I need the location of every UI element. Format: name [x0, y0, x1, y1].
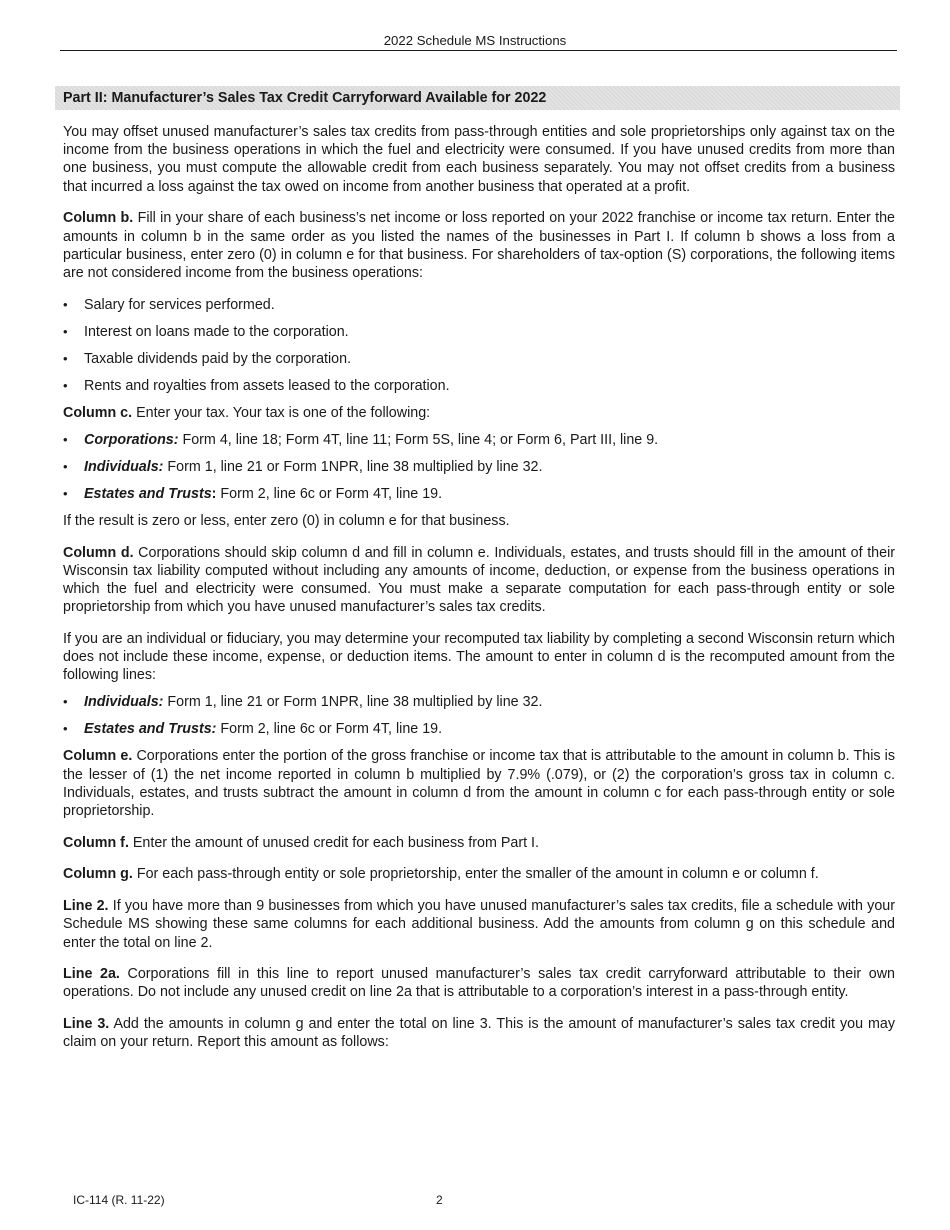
- column-d-paragraph-2: If you are an individual or fiduciary, you may determine your recomputed tax liability by completing a second Wisconsin return which does not include these income, expense, or deduction items. The amount to enter in column d is the recomputed amount from the following lines:: [63, 630, 895, 684]
- bullet-icon: •: [63, 721, 68, 737]
- bullet-icon: •: [63, 377, 68, 393]
- bullet-icon: •: [63, 350, 68, 366]
- column-f-label: Column f.: [63, 834, 129, 851]
- column-b-label: Column b.: [63, 210, 134, 227]
- column-d-paragraph: [63, 544, 895, 617]
- line-2a-text: Corporations fill in this line to report unused manufacturer’s sales tax credit carryforward attributable to their own operations. Do not include any unused credit on line 2a that is attributable to a corporation’s interest in a pass-through entity.: [63, 966, 895, 1001]
- line-2-paragraph: [63, 897, 895, 952]
- column-b-list: [63, 296, 895, 395]
- footer-form-id: IC-114 (R. 11-22): [73, 1193, 165, 1207]
- list-item: • Corporations: Form 4, line 18; Form 4T, line 11; Form 5S, line 4; or Form 6, Part III, line 9.: [63, 431, 659, 448]
- column-b-text: Fill in your share of each business’s net income or loss reported on your 2022 franchise or income tax return. Enter the amounts in column b in the same order as you listed the names of the businesses in Part I. If column b shows a loss from a particular business, enter zero (0) in column e for that business. For shareholders of tax-option (S) corporations, the following items are not considered income from the business operations:: [63, 210, 895, 281]
- bullet-icon: •: [63, 323, 68, 339]
- column-d-list: [63, 693, 895, 738]
- list-item: • Individuals: Form 1, line 21 or Form 1NPR, line 38 multiplied by line 32.: [63, 458, 543, 475]
- instructions-body: [63, 123, 895, 1065]
- list-item: • Estates and Trusts: Form 2, line 6c or Form 4T, line 19.: [63, 485, 443, 502]
- footer-page-number: 2: [436, 1193, 443, 1207]
- column-c-paragraph: [63, 404, 895, 422]
- line-2a-label: Line 2a.: [63, 966, 120, 983]
- intro-paragraph: You may offset unused manufacturer’s sales tax credits from pass-through entities and sole proprietorships only against tax on the income from the business operations in which the fuel and electricity were consumed. If you have unused credits from more than one business, you must compute the allowable credit from each business separately. You may not offset credits from a business that incurred a loss against the tax owed on income from another business that operated at a profit.: [63, 124, 895, 195]
- bullet-icon: •: [63, 431, 68, 447]
- column-c-note: If the result is zero or less, enter zero (0) in column e for that business.: [63, 512, 510, 529]
- line-3-label: Line 3.: [63, 1016, 110, 1033]
- list-item: • Interest on loans made to the corporation.: [63, 323, 349, 340]
- line-3-text: Add the amounts in column g and enter the total on line 3. This is the amount of manufacturer’s sales tax credit you may claim on your return. Report this amount as follows:: [63, 1016, 895, 1051]
- column-e-text: Corporations enter the portion of the gross franchise or income tax that is attributable to the amount in column b. This is the lesser of (1) the net income reported in column b multiplied by 7.9% (.079), or (2) the corporation’s gross tax in column c. Individuals, estates, and trusts subtract the amount in column d from the amount in column c for each pass-through entity or sole proprietorship.: [63, 748, 895, 820]
- header-divider: [60, 50, 897, 51]
- list-item: • Salary for services performed.: [63, 296, 275, 313]
- column-e-paragraph: [63, 747, 895, 820]
- column-g-text: For each pass-through entity or sole proprietorship, enter the smaller of the amount in column e or column f.: [132, 866, 819, 883]
- column-f-text: Enter the amount of unused credit for each business from Part I.: [128, 834, 539, 851]
- section-title: Part II: Manufacturer’s Sales Tax Credit Carryforward Available for 2022: [63, 90, 547, 106]
- line-2a-paragraph: [63, 965, 895, 1001]
- line-2-text: If you have more than 9 businesses from which you have unused manufacturer’s sales tax credits, file a schedule with your Schedule MS showing these same columns for each additional business. Add the amounts from column g on this schedule and enter the total on line 2.: [63, 898, 895, 951]
- column-d-label: Column d.: [63, 544, 134, 561]
- column-c-label: Column c.: [63, 404, 133, 421]
- bullet-icon: •: [63, 296, 68, 312]
- list-item: • Taxable dividends paid by the corporation.: [63, 350, 352, 367]
- column-c-list: [63, 431, 895, 503]
- column-g-paragraph: [63, 865, 895, 883]
- bullet-icon: •: [63, 694, 68, 710]
- list-item: • Individuals: Form 1, line 21 or Form 1NPR, line 38 multiplied by line 32.: [63, 694, 543, 711]
- column-d-text: Corporations should skip column d and fill in column e. Individuals, estates, and trusts should fill in the amount of their Wisconsin tax liability computed without including any amounts of income, deduction, or expense from the business operations in which the fuel and electricity were consumed. You must make a separate computation for each pass-through entity or sole proprietorship from which you have unused manufacturer’s sales tax credits.: [63, 544, 896, 616]
- column-f-paragraph: [63, 834, 895, 852]
- bullet-icon: •: [63, 458, 68, 474]
- list-item: • Rents and royalties from assets leased to the corporation.: [63, 377, 450, 394]
- column-g-label: Column g.: [63, 866, 133, 883]
- line-3-paragraph: [63, 1015, 895, 1051]
- list-item: • Estates and Trusts: Form 2, line 6c or Form 4T, line 19.: [63, 721, 443, 738]
- line-2-label: Line 2.: [63, 898, 109, 915]
- bullet-icon: •: [63, 485, 68, 501]
- page-header-title: 2022 Schedule MS Instructions: [383, 33, 567, 48]
- column-e-label: Column e.: [63, 748, 133, 765]
- column-c-text: Enter your tax. Your tax is one of the following:: [132, 404, 431, 421]
- column-b-paragraph: [63, 209, 895, 282]
